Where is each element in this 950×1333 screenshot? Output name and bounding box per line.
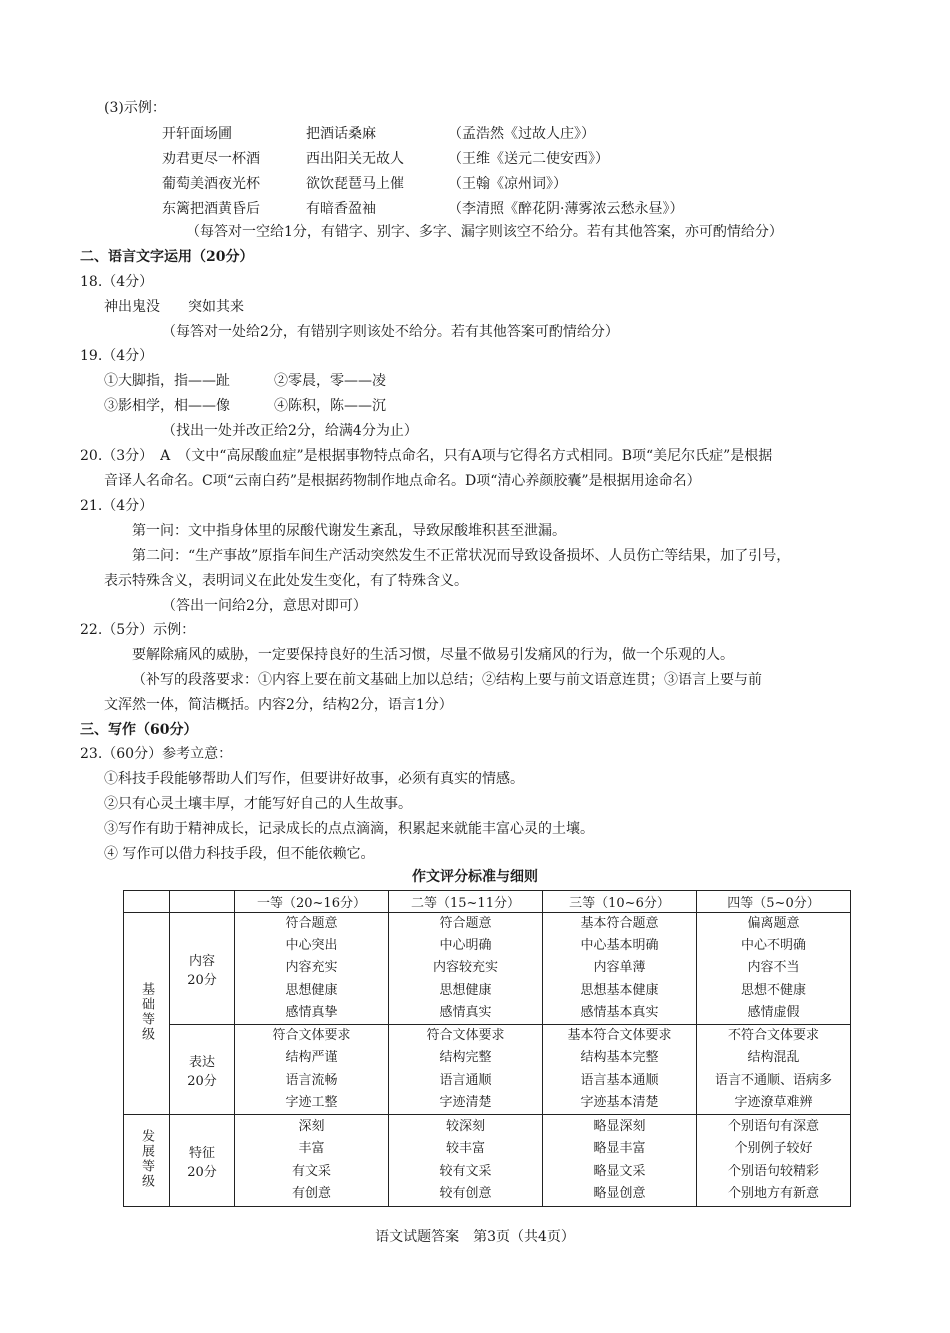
empty-cell: [170, 891, 235, 913]
row-label: 特征 20分: [170, 1115, 235, 1207]
poem-source: （孟浩然《过故人庄》）: [448, 126, 595, 142]
q23-point-4: ④ 写作可以借力科技手段，但不能依赖它。: [104, 846, 375, 862]
empty-cell: [124, 891, 170, 913]
q19-note: （找出一处并改正给2分，给满4分为止）: [162, 423, 418, 439]
poem-line-a: 东篱把酒黄昏后: [162, 201, 260, 217]
q23-point-1: ①科技手段能够帮助人们写作，但要讲好故事，必须有真实的情感。: [104, 771, 524, 787]
q21-part-2a: 第二问：“生产事故”原指车间生产活动突然发生不正常状况而导致设备损坏、人员伤亡等结果，加了引号，: [132, 548, 791, 564]
q23-label: 23.（60分）参考立意：: [80, 746, 233, 762]
page-footer: 语文试题答案 第3页（共4页）: [375, 1229, 575, 1245]
grade-header: 一等（20~16分）: [235, 891, 389, 913]
criteria-cell: 符合题意 中心突出 内容充实 思想健康 感情真挚: [235, 913, 389, 1025]
poem-line-b: 西出阳关无故人: [306, 151, 404, 167]
criteria-cell: 深刻 丰富 有文采 有创意: [235, 1115, 389, 1207]
poem-line-a: 开轩面场圃: [162, 126, 232, 142]
row-label: 内容 20分: [170, 913, 235, 1025]
q21-label: 21.（4分）: [80, 498, 154, 514]
grade-header: 二等（15~11分）: [389, 891, 543, 913]
q18-answer: 神出鬼没 突如其来: [104, 299, 244, 315]
q22-label: 22.（5分）示例：: [80, 622, 196, 638]
q18-label: 18.（4分）: [80, 274, 154, 290]
criteria-cell: 偏离题意 中心不明确 内容不当 思想不健康 感情虚假: [697, 913, 851, 1025]
table-row: [124, 1115, 851, 1207]
grading-table: [123, 890, 851, 1207]
poem-source: （李清照《醉花阴·薄雾浓云愁永昼》）: [448, 201, 684, 217]
q17-3-note: （每答对一空给1分，有错字、别字、多字、漏字则该空不给分。若有其他答案，亦可酌情给分）: [186, 224, 783, 240]
section-3-heading: 三、写作（60分）: [80, 722, 198, 738]
table-row: [124, 913, 851, 1025]
table-header-row: [124, 891, 851, 913]
q19-answer-2: ②零晨，零——凌: [274, 373, 386, 389]
q19-answer-1: ①大脚指，指——趾: [104, 373, 230, 389]
criteria-cell: 基本符合文体要求 结构基本完整 语言基本通顺 字迹基本清楚: [543, 1025, 697, 1115]
criteria-cell: 符合题意 中心明确 内容较充实 思想健康 感情真实: [389, 913, 543, 1025]
q22-answer: 要解除痛风的威胁，一定要保持良好的生活习惯，尽量不做易引发痛风的行为，做一个乐观的人。: [132, 647, 734, 663]
q20-line-2: 音译人名命名。C项“云南白药”是根据药物制作地点命名。D项“清心养颜胶囊”是根据用途命名）: [104, 473, 701, 489]
poem-line-a: 劝君更尽一杯酒: [162, 151, 260, 167]
criteria-cell: 个别语句有深意 个别例子较好 个别语句较精彩 个别地方有新意: [697, 1115, 851, 1207]
q22-note-1: （补写的段落要求：①内容上要在前文基础上加以总结；②结构上要与前文语意连贯；③语言上要与前: [132, 672, 762, 688]
q21-part-1: 第一问：文中指身体里的尿酸代谢发生紊乱，导致尿酸堆积甚至泄漏。: [132, 523, 566, 539]
table-row: [124, 1025, 851, 1115]
group-label-basic: 基础等级: [124, 913, 170, 1115]
q19-answer-3: ③影相学，相——像: [104, 398, 230, 414]
group-label-development: 发展等级: [124, 1115, 170, 1207]
poem-source: （王维《送元二使安西》）: [448, 151, 609, 167]
criteria-cell: 基本符合题意 中心基本明确 内容单薄 思想基本健康 感情基本真实: [543, 913, 697, 1025]
poem-line-a: 葡萄美酒夜光杯: [162, 176, 260, 192]
q23-point-2: ②只有心灵土壤丰厚，才能写好自己的人生故事。: [104, 796, 412, 812]
q20-line-1: 20.（3分） A （文中“高尿酸血症”是根据事物特点命名，只有A项与它得名方式相同。B项“美尼尔氏症”是根据: [80, 448, 773, 464]
q22-note-2: 文浑然一体，简洁概括。内容2分，结构2分，语言1分）: [104, 697, 453, 713]
criteria-cell: 符合文体要求 结构严谨 语言流畅 字迹工整: [235, 1025, 389, 1115]
grade-header: 四等（5~0分）: [697, 891, 851, 913]
criteria-cell: 较深刻 较丰富 较有文采 较有创意: [389, 1115, 543, 1207]
row-label: 表达 20分: [170, 1025, 235, 1115]
criteria-cell: 略显深刻 略显丰富 略显文采 略显创意: [543, 1115, 697, 1207]
q21-part-2b: 表示特殊含义，表明词义在此处发生变化，有了特殊含义。: [104, 573, 468, 589]
poem-source: （王翰《凉州词》）: [448, 176, 567, 192]
q18-note: （每答对一处给2分，有错别字则该处不给分。若有其他答案可酌情给分）: [162, 324, 619, 340]
criteria-cell: 不符合文体要求 结构混乱 语言不通顺、语病多 字迹潦草难辨: [697, 1025, 851, 1115]
q21-note: （答出一问给2分，意思对即可）: [162, 598, 367, 614]
q19-answer-4: ④陈积，陈——沉: [274, 398, 386, 414]
q17-3-label: (3)示例：: [104, 100, 166, 116]
poem-line-b: 有暗香盈袖: [306, 201, 376, 217]
grading-table-title: 作文评分标准与细则: [412, 869, 538, 885]
grade-header: 三等（10~6分）: [543, 891, 697, 913]
q19-label: 19.（4分）: [80, 348, 154, 364]
poem-line-b: 欲饮琵琶马上催: [306, 176, 404, 192]
q23-point-3: ③写作有助于精神成长，记录成长的点点滴滴，积累起来就能丰富心灵的土壤。: [104, 821, 594, 837]
criteria-cell: 符合文体要求 结构完整 语言通顺 字迹清楚: [389, 1025, 543, 1115]
section-2-heading: 二、语言文字运用（20分）: [80, 249, 254, 265]
poem-line-b: 把酒话桑麻: [306, 126, 376, 142]
